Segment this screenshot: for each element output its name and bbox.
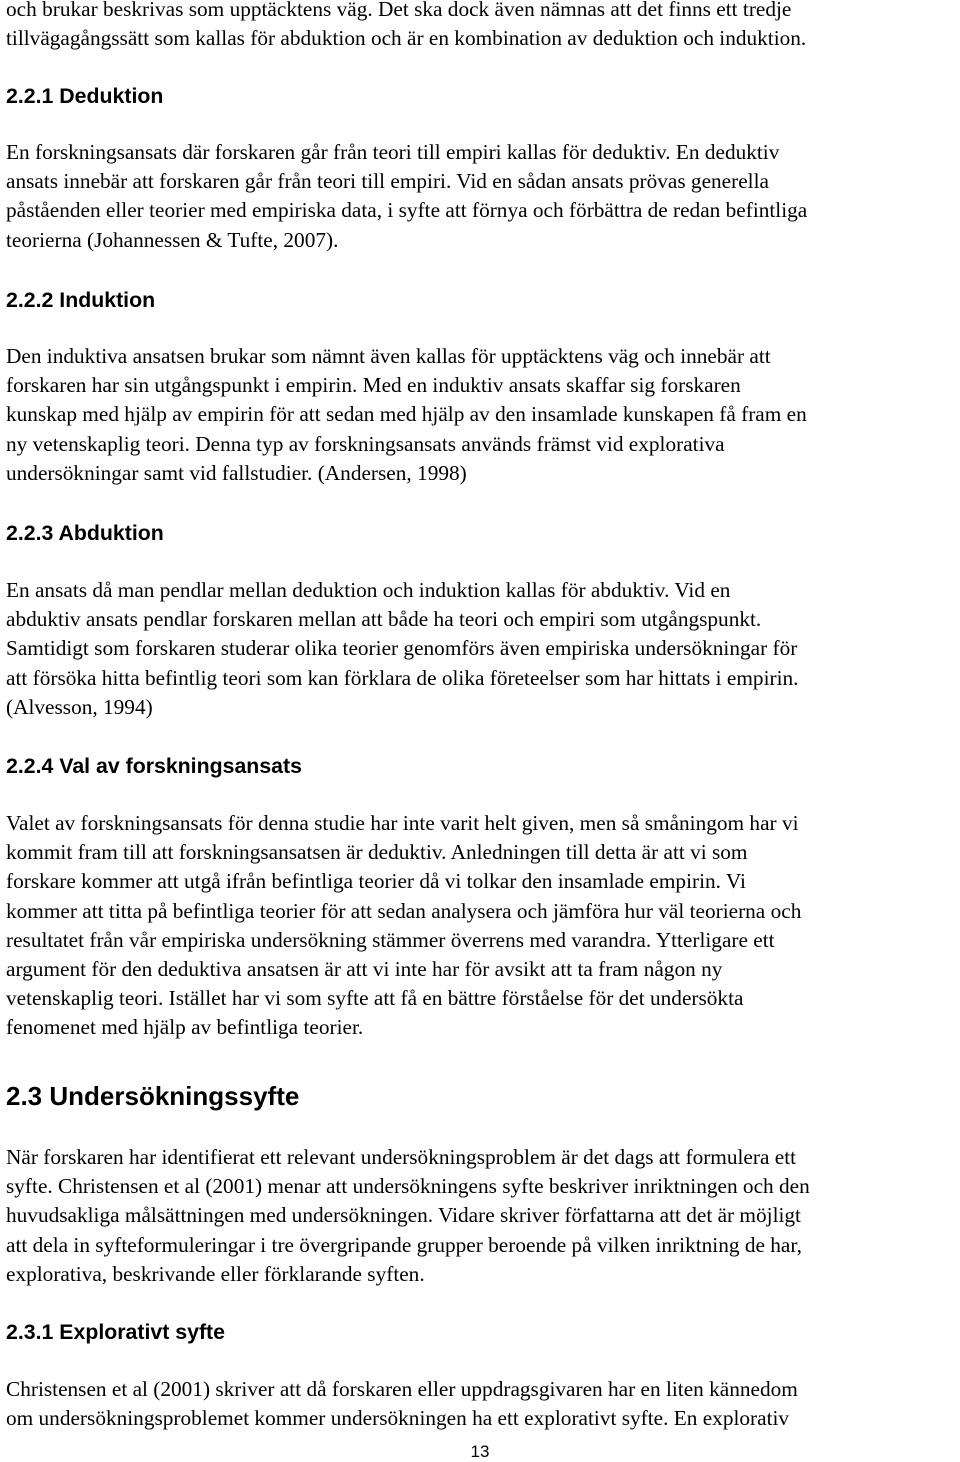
text-line: att försöka hitta befintlig teori som kan förklara de olika företeelser som har hittats i empirin.	[6, 665, 799, 690]
text-line: resultatet från vår empiriska undersökning stämmer överrens med varandra. Ytterligare ett	[6, 927, 775, 952]
paragraph-induktion	[6, 342, 956, 488]
text-line: kunskap med hjälp av empirin för att sedan med hjälp av den insamlade kunskapen få fram en	[6, 402, 807, 427]
text-line: Samtidigt som forskaren studerar olika teorier genomförs även empiriska undersökningar för	[6, 636, 798, 661]
text-line: fenomenet med hjälp av befintliga teorier.	[6, 1015, 364, 1040]
heading-val-av-forskningsansats: 2.2.4 Val av forskningsansats	[6, 754, 302, 778]
text-line: När forskaren har identifierat ett relevant undersökningsproblem är det dags att formulera ett	[6, 1145, 797, 1169]
heading-abduktion: 2.2.3 Abduktion	[6, 521, 164, 545]
text-line: Valet av forskningsansats för denna studie har inte varit helt given, men så småningom har vi	[6, 811, 799, 835]
text-line: tillvägagångssätt som kallas för abduktion och är en kombination av deduktion och induktion.	[6, 26, 807, 51]
text-line: abduktiv ansats pendlar forskaren mellan att både ha teori och empiri som utgångspunkt.	[6, 607, 762, 632]
text-line: syfte. Christensen et al (2001) menar att undersökningens syfte beskriver inriktningen och den	[6, 1174, 810, 1199]
text-line: argument för den deduktiva ansatsen är att vi inte har för avsikt att ta fram någon ny	[6, 957, 723, 982]
text-line: Den induktiva ansatsen brukar som nämnt även kallas för upptäcktens väg och innebär att	[6, 344, 771, 368]
text-line: teorierna (Johannessen & Tufte, 2007).	[6, 227, 339, 252]
text-line: explorativa, beskrivande eller förklarande syften.	[6, 1261, 425, 1286]
text-line: vetenskaplig teori. Istället har vi som syfte att få en bättre förståelse för det undersökta	[6, 986, 744, 1011]
page-number: 13	[470, 1442, 490, 1461]
text-line: ansats innebär att forskaren går från teori till empiri. Vid en sådan ansats prövas generella	[6, 169, 769, 194]
text-line: forskaren har sin utgångspunkt i empirin. Med en induktiv ansats skaffar sig forskaren	[6, 373, 741, 398]
text-line: ny vetenskaplig teori. Denna typ av forskningsansats används främst vid explorativa	[6, 431, 725, 456]
paragraph-abduktion	[6, 576, 956, 722]
text-line: En forskningsansats där forskaren går från teori till empiri kallas för deduktiv. En deduktiv	[6, 140, 780, 164]
text-line: forskare kommer att utgå ifrån befintliga teorier då vi tolkar den insamlade empirin. Vi	[6, 869, 746, 894]
text-line: att dela in syfteformuleringar i tre övergripande grupper beroende på vilken inriktning de har,	[6, 1232, 802, 1257]
text-line: (Alvesson, 1994)	[6, 694, 153, 719]
text-line: undersökningar samt vid fallstudier. (Andersen, 1998)	[6, 460, 467, 485]
text-line: påståenden eller teorier med empiriska data, i syfte att förnya och förbättra de redan befintliga	[6, 198, 808, 223]
paragraph-explorativt-syfte	[6, 1375, 956, 1433]
text-line: En ansats då man pendlar mellan deduktion och induktion kallas för abduktiv. Vid en	[6, 578, 731, 602]
paragraph-undersokningssyfte	[6, 1143, 956, 1289]
heading-induktion: 2.2.2 Induktion	[6, 288, 156, 312]
text-line: kommit fram till att forskningsansatsen är deduktiv. Anledningen till detta är att vi som	[6, 840, 748, 865]
paragraph-val-av-forskningsansats	[6, 809, 956, 1043]
text-line: Christensen et al (2001) skriver att då forskaren eller uppdragsgivaren har en liten kännedom	[6, 1377, 798, 1401]
text-line: och brukar beskrivas som upptäcktens väg. Det ska dock även nämnas att det finns ett tredje	[6, 0, 792, 21]
text-line: kommer att titta på befintliga teorier för att sedan analysera och jämföra hur väl teorierna och	[6, 898, 802, 923]
paragraph-deduktion	[6, 138, 956, 255]
heading-deduktion: 2.2.1 Deduktion	[6, 84, 164, 108]
heading-explorativt-syfte: 2.3.1 Explorativt syfte	[6, 1320, 225, 1344]
text-line: om undersökningsproblemet kommer undersökningen ha ett explorativt syfte. En explorativ	[6, 1406, 790, 1431]
heading-undersokningssyfte: 2.3 Undersökningssyfte	[6, 1081, 300, 1111]
intro-paragraph	[6, 0, 956, 53]
text-line: huvudsakliga målsättningen med undersökningen. Vidare skriver författarna att det är möjligt	[6, 1203, 801, 1228]
